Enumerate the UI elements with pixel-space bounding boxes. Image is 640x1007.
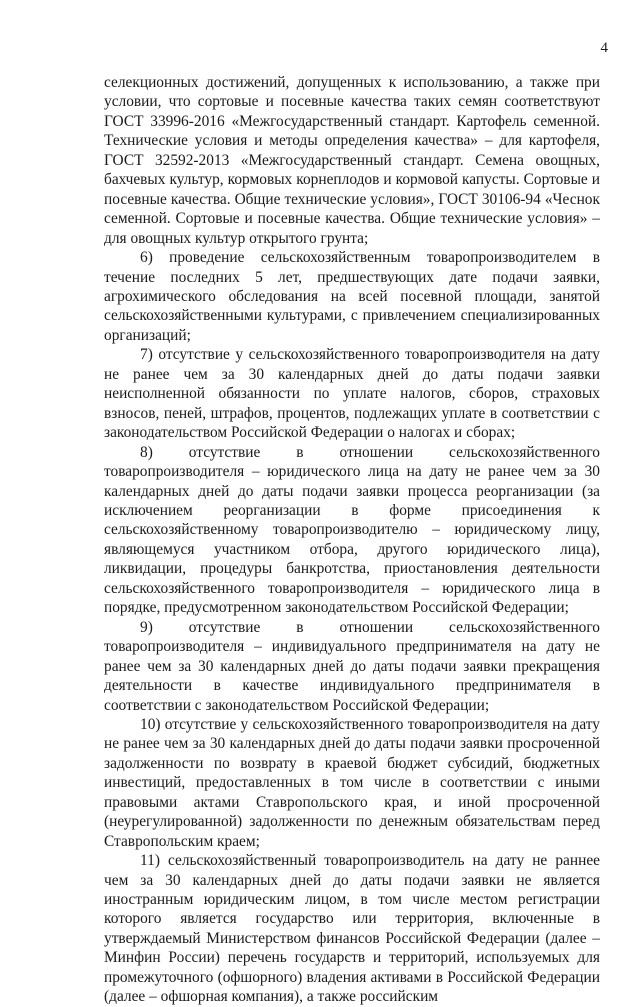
list-item-8: 8) отсутствие в отношении сельскохозяйственного товаропроизводителя – юридического лица на дату не ранее чем за 30 календарных дней до даты подачи заявки процесса реорганизации (за исключением реорганизации в форме присоединения к сельскохозяйственному товаропроизводителю – юридическому лицу, являющемуся участником отбора, другого юридического лица), ликвидации, процедуры банкротства, приостановления деятельности сельскохозяйственного товаропроизводителя – юридического лица в порядке, предусмотренном законодательством Российской Федерации; xyxy=(104,443,600,617)
paragraph-continuation: селекционных достижений, допущенных к использованию, а также при условии, что сортовые и посевные качества таких семян соответствуют ГОСТ 33996-2016 «Межгосударственный стандарт. Картофель семенной. Технические условия и методы определения качества» – для картофеля, ГОСТ 32592-2013 «Межгосударственный стандарт. Семена овощных, бахчевых культур, кормовых корнеплодов и кормовой капусты. Сортовые и посевные качества. Общие технические условия», ГОСТ 30106-94 «Чеснок семенной. Сортовые и посевные качества. Общие технические условия» – для овощных культур открытого грунта; xyxy=(104,74,600,247)
document-body xyxy=(104,73,600,1007)
list-item-10: 10) отсутствие у сельскохозяйственного товаропроизводителя на дату не ранее чем за 30 календарных дней до даты подачи заявки просроченной задолженности по возврату в краевой бюджет субсидий, бюджетных инвестиций, предоставленных в том числе в соответствии с иными правовыми актами Ставропольского края, и иной просроченной (неурегулированной) задолженности по денежным обязательствам перед Ставропольским краем; xyxy=(104,715,600,850)
list-item-9: 9) отсутствие в отношении сельскохозяйственного товаропроизводителя – индивидуального предпринимателя на дату не ранее чем за 30 календарных дней до даты подачи заявки прекращения деятельности в качестве индивидуального предпринимателя в соответствии с законодательством Российской Федерации; xyxy=(104,618,600,714)
list-item-7: 7) отсутствие у сельскохозяйственного товаропроизводителя на дату не ранее чем за 30 календарных дней до даты подачи заявки неисполненной обязанности по уплате налогов, сборов, страховых взносов, пеней, штрафов, процентов, подлежащих уплате в соответствии с законодательством Российской Федерации о налогах и сборах; xyxy=(104,346,600,442)
list-item-11: 11) сельскохозяйственный товаропроизводитель на дату не раннее чем за 30 календарных дней до даты подачи заявки не является иностранным юридическим лицом, в том числе местом регистрации которого является государство или территория, включенные в утверждаемый Министерством финансов Российской Федерации (далее – Минфин России) перечень государств и территорий, используемых для промежуточного (офшорного) владения активами в Российской Федерации (далее – офшорная компания), а также российским xyxy=(104,852,600,1006)
page-number: 4 xyxy=(600,40,608,56)
list-item-6: 6) проведение сельскохозяйственным товаропроизводителем в течение последних 5 лет, предшествующих дате подачи заявки, агрохимического обследования на всей посевной площади, занятой сельскохозяйственными культурами, с привлечением специализированных организаций; xyxy=(104,249,600,344)
